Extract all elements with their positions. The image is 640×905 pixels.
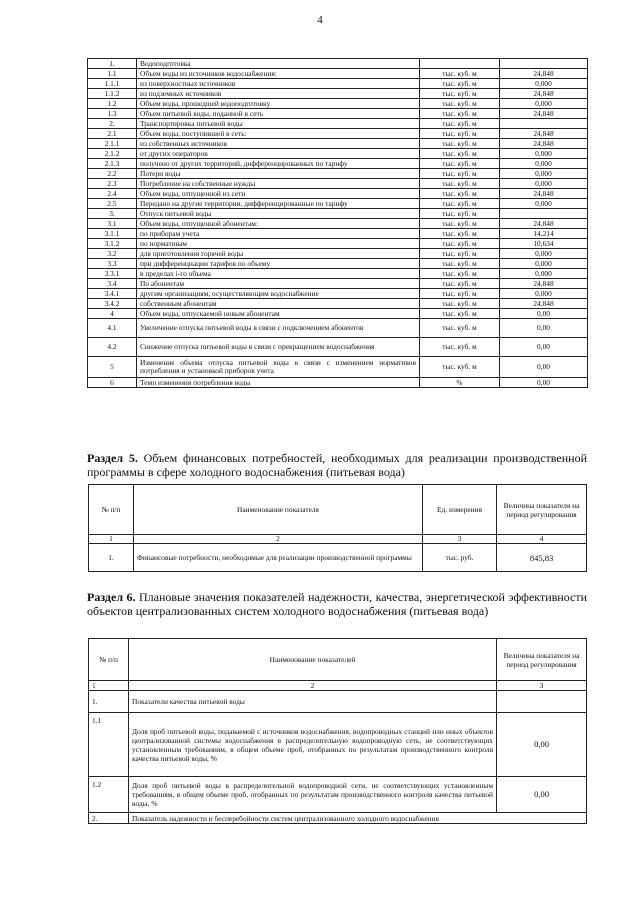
row-value: 24,848 <box>500 129 588 139</box>
row-unit: тыс. куб. м <box>420 119 500 129</box>
row-value: 0,000 <box>500 259 588 269</box>
table-row <box>88 338 588 357</box>
row-unit: тыс. куб. м <box>420 139 500 149</box>
row-num: 3.3.1 <box>88 269 137 279</box>
row-name: Доля проб питьевой воды в распределительной водопроводной сети, не соответствующих установленным требованиям, в общем объеме проб, отобранных по результатам производственного контроля качества питьевой воды, % <box>129 777 497 813</box>
table-row <box>88 299 588 309</box>
row-value: 0,00 <box>497 777 587 813</box>
table-row <box>88 69 588 79</box>
row-unit: тыс. куб. м <box>420 338 500 357</box>
table-row <box>88 89 588 99</box>
row-name: Финансовые потребности, необходимые для реализации производственной программы <box>134 544 423 572</box>
row-num: 2.1.2 <box>88 149 137 159</box>
financial-needs-table <box>88 484 587 572</box>
row-name: собственным абонентам <box>137 299 420 309</box>
row-num: 4 <box>88 309 137 319</box>
row-num: 2.2 <box>88 169 137 179</box>
row-num: 3.4.1 <box>88 289 137 299</box>
row-name: Увеличение отпуска питьевой воды в связи с подключением абонентов <box>137 319 420 338</box>
row-value: 0,000 <box>500 179 588 189</box>
row-name: для приготовления горячей воды <box>137 249 420 259</box>
row-value: 24,848 <box>500 69 588 79</box>
table-row <box>88 79 588 89</box>
row-name: Показатель надежности и бесперебойности систем централизованного холодного водоснабжения <box>129 813 587 824</box>
section5-heading <box>87 451 587 479</box>
row-value: 14,214 <box>500 229 588 239</box>
row-value: 24,848 <box>500 299 588 309</box>
row-unit: тыс. куб. м <box>420 259 500 269</box>
row-value: 0,00 <box>500 378 588 388</box>
row-num: 1.2 <box>89 777 129 813</box>
section5-heading-text: Объем финансовых потребностей, необходимых для реализации производственной программы в сфере холодного водоснабжения (питьевая вода) <box>87 451 587 479</box>
row-unit: % <box>420 378 500 388</box>
row-value: 0,000 <box>500 199 588 209</box>
row-value: 0,000 <box>500 99 588 109</box>
row-unit: тыс. куб. м <box>420 69 500 79</box>
table-row <box>88 319 588 338</box>
row-value: 0,000 <box>500 159 588 169</box>
row-value: 0,000 <box>500 249 588 259</box>
row-name: Потребление на собственные нужды <box>137 179 420 189</box>
water-volume-table <box>87 58 588 388</box>
row-name: другим организациям, осуществляющим водоснабжение <box>137 289 420 299</box>
table-row <box>88 139 588 149</box>
row-name: от других операторов <box>137 149 420 159</box>
row-value: 0,000 <box>500 79 588 89</box>
row-unit: тыс. куб. м <box>420 199 500 209</box>
row-unit <box>420 59 500 69</box>
row-name: Потери воды <box>137 169 420 179</box>
row-name: из собственных источников <box>137 139 420 149</box>
row-name: в пределах i-го объема <box>137 269 420 279</box>
row-unit: тыс. куб. м <box>420 219 500 229</box>
row-name: Темп изменения потребления воды <box>137 378 420 388</box>
row-name: Транспортировка питьевой воды <box>137 119 420 129</box>
table-row <box>88 239 588 249</box>
row-value: 0,000 <box>500 269 588 279</box>
row-value: 24,848 <box>500 139 588 149</box>
row-name: по приборам учета <box>137 229 420 239</box>
row-unit: тыс. куб. м <box>420 269 500 279</box>
row-unit: тыс. куб. м <box>420 99 500 109</box>
header-num: № п/п <box>89 485 134 535</box>
row-name: Доля проб питьевой воды, подаваемой с источников водоснабжения, водопроводных станций или иных объектов централизованной системы водоснабжения в распределительную водопроводную сеть, не соответствующих установленным требованиям, в общем объеме проб, отобранных по результатам производственного контроля качества питьевой воды, % <box>129 713 497 777</box>
row-name: Объем воды, отпущенной из сети <box>137 189 420 199</box>
row-value: 0,00 <box>497 713 587 777</box>
table-row <box>88 199 588 209</box>
index-cell: 3 <box>423 535 497 544</box>
section6-heading-text: Плановые значения показателей надежности, качества, энергетической эффективности объектов централизованных систем холодного водоснабжения (питьевая вода) <box>87 590 587 618</box>
row-num: 2.1.3 <box>88 159 137 169</box>
table-row <box>88 357 588 378</box>
index-cell: 4 <box>497 535 587 544</box>
row-name: Объем воды из источников водоснабжения: <box>137 69 420 79</box>
table-row <box>88 259 588 269</box>
row-unit: тыс. куб. м <box>420 89 500 99</box>
table-row <box>88 169 588 179</box>
row-num: 1.1.2 <box>88 89 137 99</box>
row-value <box>497 691 587 713</box>
row-unit: тыс. куб. м <box>420 289 500 299</box>
index-cell: 1 <box>89 535 134 544</box>
row-name: По абонентам <box>137 279 420 289</box>
table-row <box>88 219 588 229</box>
table-row <box>88 149 588 159</box>
header-name: Наименование показателей <box>129 639 497 681</box>
row-unit: тыс. куб. м <box>420 239 500 249</box>
header-name: Наименование показателя <box>134 485 423 535</box>
header-value: Величина показателя на период регулирования <box>497 639 587 681</box>
row-name: Снижение отпуска питьевой воды в связи с прекращением водоснабжения <box>137 338 420 357</box>
row-unit: тыс. руб. <box>423 544 497 572</box>
page-number: 4 <box>317 14 323 26</box>
row-name: Объем воды, прошедшей водоподготовку <box>137 99 420 109</box>
row-num: 2.5 <box>88 199 137 209</box>
table-row <box>88 279 588 289</box>
section6-heading-bold: Раздел 6. <box>87 590 136 604</box>
index-cell: 3 <box>497 681 587 691</box>
row-value: 0,00 <box>500 309 588 319</box>
row-name: из подземных источников <box>137 89 420 99</box>
row-num: 1.3 <box>88 109 137 119</box>
row-name: Объем воды, отпускаемой новым абонентам <box>137 309 420 319</box>
table-row <box>88 179 588 189</box>
row-num: 1. <box>89 544 134 572</box>
row-num: 2. <box>89 813 129 824</box>
table-row <box>88 189 588 199</box>
table-row <box>88 229 588 239</box>
table-row <box>88 289 588 299</box>
table-row <box>88 249 588 259</box>
row-num: 1.1 <box>88 69 137 79</box>
index-cell: 1 <box>89 681 129 691</box>
row-num: 2.4 <box>88 189 137 199</box>
row-value: 0,000 <box>500 149 588 159</box>
row-num: 1. <box>89 691 129 713</box>
row-value <box>500 59 588 69</box>
row-value: 24,848 <box>500 109 588 119</box>
row-name: получено от других территорий, дифференцированных по тарифу <box>137 159 420 169</box>
header-unit: Ед. измерения <box>423 485 497 535</box>
row-unit: тыс. куб. м <box>420 309 500 319</box>
row-value: 845,83 <box>497 544 587 572</box>
table-row <box>88 309 588 319</box>
table-row <box>88 109 588 119</box>
row-num: 5 <box>88 357 137 378</box>
row-num: 4.2 <box>88 338 137 357</box>
row-unit: тыс. куб. м <box>420 109 500 119</box>
row-num: 3.4.2 <box>88 299 137 309</box>
row-value: 24,848 <box>500 279 588 289</box>
row-unit: тыс. куб. м <box>420 129 500 139</box>
row-name: Объем воды, поступившей в сеть: <box>137 129 420 139</box>
row-name: из поверхностных источников <box>137 79 420 89</box>
row-num: 1. <box>88 59 137 69</box>
row-value: 10,634 <box>500 239 588 249</box>
row-num: 3.4 <box>88 279 137 289</box>
row-num: 1.1.1 <box>88 79 137 89</box>
row-num: 2.3 <box>88 179 137 189</box>
row-value: 0,00 <box>500 319 588 338</box>
section6-heading <box>87 590 587 618</box>
table-row <box>88 159 588 169</box>
row-num: 2. <box>88 119 137 129</box>
row-num: 3.1.1 <box>88 229 137 239</box>
table-row <box>88 209 588 219</box>
index-cell: 2 <box>129 681 497 691</box>
row-name: Отпуск питьевой воды <box>137 209 420 219</box>
table-row <box>88 129 588 139</box>
row-name: Изменение объема отпуска питьевой воды в связи с изменением нормативов потребления и установкой приборов учета <box>137 357 420 378</box>
header-value: Величина показателя на период регулирования <box>497 485 587 535</box>
row-num: 3. <box>88 209 137 219</box>
row-name: Показатели качества питьевой воды <box>129 691 497 713</box>
row-num: 1.1 <box>89 713 129 777</box>
row-value: 0,00 <box>500 338 588 357</box>
row-num: 2.1 <box>88 129 137 139</box>
index-cell: 2 <box>134 535 423 544</box>
row-value: 24,848 <box>500 189 588 199</box>
row-num: 3.1.2 <box>88 239 137 249</box>
row-unit: тыс. куб. м <box>420 159 500 169</box>
row-unit: тыс. куб. м <box>420 169 500 179</box>
row-name: Объем питьевой воды, поданной в сеть <box>137 109 420 119</box>
row-value: 0,000 <box>500 289 588 299</box>
row-unit: тыс. куб. м <box>420 209 500 219</box>
row-value <box>500 209 588 219</box>
section5-heading-bold: Раздел 5. <box>87 451 138 465</box>
row-unit: тыс. куб. м <box>420 319 500 338</box>
row-name: Передано на другие территории, дифференцированные по тарифу <box>137 199 420 209</box>
row-value: 24,848 <box>500 89 588 99</box>
row-name: Водоподготовка <box>137 59 420 69</box>
row-num: 4.1 <box>88 319 137 338</box>
row-value: 0,00 <box>500 357 588 378</box>
row-num: 2.1.1 <box>88 139 137 149</box>
row-unit: тыс. куб. м <box>420 357 500 378</box>
table-row <box>88 378 588 388</box>
row-unit: тыс. куб. м <box>420 179 500 189</box>
table-row <box>88 119 588 129</box>
row-unit: тыс. куб. м <box>420 189 500 199</box>
table-row <box>88 59 588 69</box>
row-unit: тыс. куб. м <box>420 299 500 309</box>
row-value: 24,848 <box>500 219 588 229</box>
row-num: 6 <box>88 378 137 388</box>
row-num: 3.1 <box>88 219 137 229</box>
table-row <box>88 99 588 109</box>
row-unit: тыс. куб. м <box>420 79 500 89</box>
row-name: при дифференциации тарифов по объему <box>137 259 420 269</box>
row-name: Объем воды, отпущенной абонентам: <box>137 219 420 229</box>
row-value <box>500 119 588 129</box>
row-unit: тыс. куб. м <box>420 229 500 239</box>
row-unit: тыс. куб. м <box>420 249 500 259</box>
table-row <box>88 269 588 279</box>
row-name: по нормативам <box>137 239 420 249</box>
row-num: 3.3 <box>88 259 137 269</box>
row-value: 0,000 <box>500 169 588 179</box>
header-num: № п/п <box>89 639 129 681</box>
row-unit: тыс. куб. м <box>420 279 500 289</box>
row-num: 3.2 <box>88 249 137 259</box>
row-num: 1.2 <box>88 99 137 109</box>
quality-indicators-table <box>88 638 587 824</box>
row-unit: тыс. куб. м <box>420 149 500 159</box>
